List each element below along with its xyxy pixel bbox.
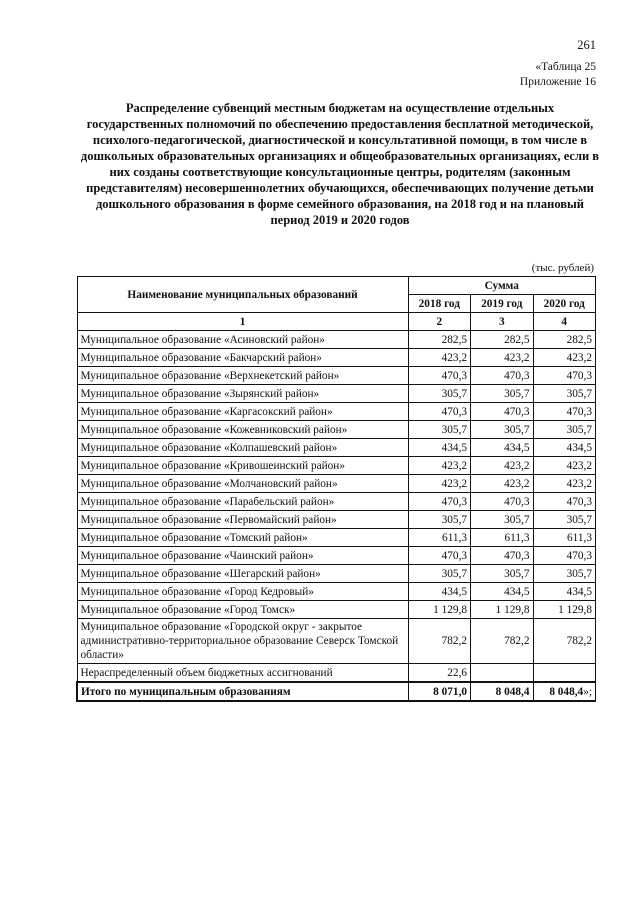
- municipality-name: Муниципальное образование «Асиновский район»: [77, 331, 408, 349]
- amount-cell: 611,3: [471, 529, 533, 547]
- table-row: [77, 583, 596, 601]
- amount-cell: 305,7: [408, 511, 470, 529]
- total-amount: [408, 682, 470, 701]
- table-row: [77, 475, 596, 493]
- amount-cell: 423,2: [408, 457, 470, 475]
- amount-cell: 611,3: [533, 529, 595, 547]
- column-index: 3: [471, 313, 533, 331]
- amount-cell: 423,2: [408, 475, 470, 493]
- amount-cell: 470,3: [471, 403, 533, 421]
- amount-cell: 470,3: [533, 403, 595, 421]
- amount-cell: 434,5: [408, 583, 470, 601]
- municipality-name: Муниципальное образование «Парабельский район»: [77, 493, 408, 511]
- table-row: [77, 331, 596, 349]
- amount-cell: 611,3: [408, 529, 470, 547]
- column-index: 1: [77, 313, 408, 331]
- amount-cell: 423,2: [471, 475, 533, 493]
- amount-cell: 305,7: [533, 385, 595, 403]
- table-reference: [520, 60, 596, 90]
- total-amount: [471, 682, 533, 701]
- amount-cell: 282,5: [408, 331, 470, 349]
- table-row: [77, 493, 596, 511]
- table-row: [77, 529, 596, 547]
- header-municipality: Наименование муниципальных образований: [77, 277, 408, 313]
- table-row: [77, 421, 596, 439]
- table-row: [77, 511, 596, 529]
- total-amount: [533, 682, 595, 701]
- total-amount-value: 8 071,0: [433, 685, 468, 698]
- amount-cell: 470,3: [471, 367, 533, 385]
- amount-cell: 470,3: [533, 547, 595, 565]
- amount-cell: 1 129,8: [408, 601, 470, 619]
- amount-cell: 470,3: [471, 547, 533, 565]
- units-label: (тыс. рублей): [531, 262, 594, 274]
- municipality-name: Муниципальное образование «Шегарский район»: [77, 565, 408, 583]
- header-year-2020: 2020 год: [533, 295, 595, 313]
- amount-cell: 423,2: [533, 475, 595, 493]
- document-title: Распределение субвенций местным бюджетам на осуществление отдельных государственных полномочий по обеспечению предоставления бесплатной методической, психолого-педагогической, диагностической и консультативной помощи, в том числе в дошкольных образовательных организациях и общеобразовательных организациях, если в них созданы соответствующие консультационные центры, родителям (законным представителям) несовершеннолетних обучающихся, обеспечивающих получение детьми дошкольного образования в форме семейного образования, на 2018 год и на плановый период 2019 и 2020 годов: [80, 101, 600, 227]
- amount-cell: 423,2: [533, 457, 595, 475]
- amount-cell: 470,3: [533, 367, 595, 385]
- amount-cell: 434,5: [533, 439, 595, 457]
- amount-cell: 305,7: [533, 565, 595, 583]
- amount-cell: 782,2: [408, 619, 470, 664]
- column-index: 2: [408, 313, 470, 331]
- amount-cell: 423,2: [471, 457, 533, 475]
- amount-cell: [533, 664, 595, 683]
- amount-cell: 305,7: [408, 565, 470, 583]
- municipality-name: Муниципальное образование «Город Кедровый»: [77, 583, 408, 601]
- amount-cell: 434,5: [533, 583, 595, 601]
- page-number: 261: [577, 38, 596, 52]
- table-number: «Таблица 25: [535, 61, 596, 73]
- table-row: [77, 385, 596, 403]
- municipality-name: Муниципальное образование «Каргасокский район»: [77, 403, 408, 421]
- header-sum: Сумма: [408, 277, 595, 295]
- amount-cell: 434,5: [471, 583, 533, 601]
- amount-cell: 782,2: [533, 619, 595, 664]
- municipality-name: Муниципальное образование «Молчановский район»: [77, 475, 408, 493]
- amount-cell: 305,7: [471, 511, 533, 529]
- amount-cell: 282,5: [533, 331, 595, 349]
- amount-cell: 782,2: [471, 619, 533, 664]
- amount-cell: 470,3: [533, 493, 595, 511]
- amount-cell: 470,3: [408, 493, 470, 511]
- amount-cell: 305,7: [471, 385, 533, 403]
- table-row: [77, 439, 596, 457]
- table-row: [77, 367, 596, 385]
- amount-cell: 305,7: [408, 421, 470, 439]
- amount-cell: 282,5: [471, 331, 533, 349]
- total-amount-value: 8 048,4: [549, 685, 584, 698]
- amount-cell: 1 129,8: [471, 601, 533, 619]
- table-row: [77, 601, 596, 619]
- municipality-name: Муниципальное образование «Томский район»: [77, 529, 408, 547]
- amount-cell: 305,7: [533, 421, 595, 439]
- column-index: 4: [533, 313, 595, 331]
- appendix-number: Приложение 16: [519, 76, 596, 88]
- header-year-2019: 2019 год: [471, 295, 533, 313]
- amount-cell: 305,7: [471, 421, 533, 439]
- municipality-name: Муниципальное образование «Зырянский район»: [77, 385, 408, 403]
- amount-cell: 423,2: [533, 349, 595, 367]
- amount-cell: 434,5: [471, 439, 533, 457]
- municipality-name: Муниципальное образование «Город Томск»: [77, 601, 408, 619]
- table-row: [77, 457, 596, 475]
- municipality-name: Муниципальное образование «Чаинский район»: [77, 547, 408, 565]
- municipality-name: Нераспределенный объем бюджетных ассигнований: [77, 664, 408, 683]
- amount-cell: 470,3: [408, 547, 470, 565]
- column-index-row: [77, 313, 596, 331]
- amount-cell: 434,5: [408, 439, 470, 457]
- municipality-name: Муниципальное образование «Бакчарский район»: [77, 349, 408, 367]
- table-row: [77, 349, 596, 367]
- table-row: [77, 664, 596, 683]
- amount-cell: 470,3: [408, 367, 470, 385]
- municipality-name: Муниципальное образование «Кривошеинский район»: [77, 457, 408, 475]
- amount-cell: 1 129,8: [533, 601, 595, 619]
- municipality-name: Муниципальное образование «Колпашевский район»: [77, 439, 408, 457]
- amount-cell: 305,7: [408, 385, 470, 403]
- amount-cell: 423,2: [408, 349, 470, 367]
- table-row: [77, 547, 596, 565]
- amount-cell: 305,7: [533, 511, 595, 529]
- amount-cell: 22,6: [408, 664, 470, 683]
- closing-quote: »;: [583, 685, 592, 698]
- municipality-name: Муниципальное образование «Кожевниковский район»: [77, 421, 408, 439]
- total-row: [77, 682, 596, 701]
- table-row: [77, 565, 596, 583]
- amount-cell: 470,3: [408, 403, 470, 421]
- subsidy-table: [76, 276, 596, 702]
- municipality-name: Муниципальное образование «Городской округ - закрытое административно-территориальное образование Северск Томской области»: [77, 619, 408, 664]
- header-year-2018: 2018 год: [408, 295, 470, 313]
- amount-cell: 423,2: [471, 349, 533, 367]
- amount-cell: [471, 664, 533, 683]
- amount-cell: 305,7: [471, 565, 533, 583]
- total-amount-value: 8 048,4: [495, 685, 530, 698]
- table-row: [77, 619, 596, 664]
- total-label: Итого по муниципальным образованиям: [77, 682, 408, 701]
- table-row: [77, 403, 596, 421]
- amount-cell: 470,3: [471, 493, 533, 511]
- municipality-name: Муниципальное образование «Первомайский район»: [77, 511, 408, 529]
- municipality-name: Муниципальное образование «Верхнекетский район»: [77, 367, 408, 385]
